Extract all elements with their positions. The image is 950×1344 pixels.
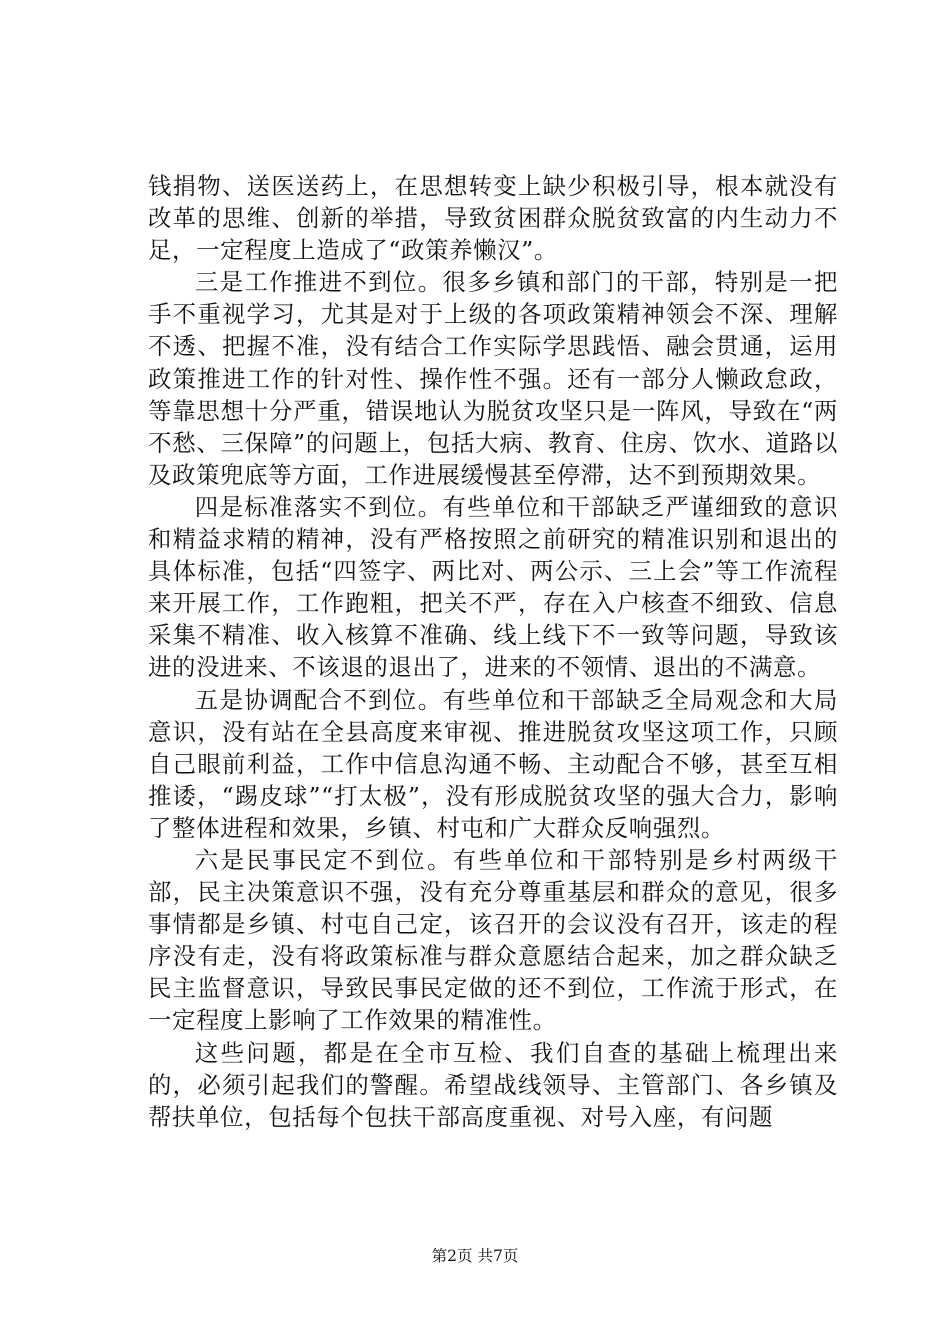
paragraph-point-four: 四是标准落实不到位。有些单位和干部缺乏严谨细致的意识和精益求精的精神，没有严格按照之前研究的精准识别和退出的具体标准，包括“四签字、两比对、两公示、三上会”等工作流程来开展工作，工作跑粗，把关不严，存在入户核查不细致、信息采集不精准、收入核算不准确、线上线下不一致等问题，导致该进的没进来、不该退的退出了，进来的不领情、退出的不满意。 (148, 492, 838, 682)
page-number-label: 第2页 共7页 (431, 1247, 519, 1265)
body-text (148, 170, 838, 1133)
paragraph-point-five: 五是协调配合不到位。有些单位和干部缺乏全局观念和大局意识，没有站在全县高度来审视、推进脱贫攻坚这项工作，只顾自己眼前利益，工作中信息沟通不畅、主动配合不够，甚至互相推诿，“踢皮球”“打太极”，没有形成脱贫攻坚的强大合力，影响了整体进程和效果，乡镇、村屯和广大群众反响强烈。 (148, 685, 838, 842)
paragraph-point-three: 三是工作推进不到位。很多乡镇和部门的干部，特别是一把手不重视学习，尤其是对于上级的各项政策精神领会不深、理解不透、把握不准，没有结合工作实际学思践悟、融会贯通，运用政策推进工作的针对性、操作性不强。还有一部分人懒政怠政，等靠思想十分严重，错误地认为脱贫攻坚只是一阵风，导致在“两不愁、三保障”的问题上，包括大病、教育、住房、饮水、道路以及政策兜底等方面，工作进展缓慢甚至停滞，达不到预期效果。 (148, 268, 838, 489)
paragraph-summary: 这些问题，都是在全市互检、我们自查的基础上梳理出来的，必须引起我们的警醒。希望战线领导、主管部门、各乡镇及帮扶单位，包括每个包扶干部高度重视、对号入座，有问题 (148, 1038, 838, 1131)
paragraph-continuation: 钱捐物、送医送药上，在思想转变上缺少积极引导，根本就没有改革的思维、创新的举措，导致贫困群众脱贫致富的内生动力不足，一定程度上造成了“政策养懒汉”。 (148, 172, 838, 265)
paragraph-point-six: 六是民事民定不到位。有些单位和干部特别是乡村两级干部，民主决策意识不强，没有充分尊重基层和群众的意见，很多事情都是乡镇、村屯自己定，该召开的会议没有召开，该走的程序没有走，没有将政策标准与群众意愿结合起来，加之群众缺乏民主监督意识，导致民事民定做的还不到位，工作流于形式，在一定程度上影响了工作效果的精准性。 (148, 845, 838, 1035)
page-footer (0, 1246, 950, 1266)
